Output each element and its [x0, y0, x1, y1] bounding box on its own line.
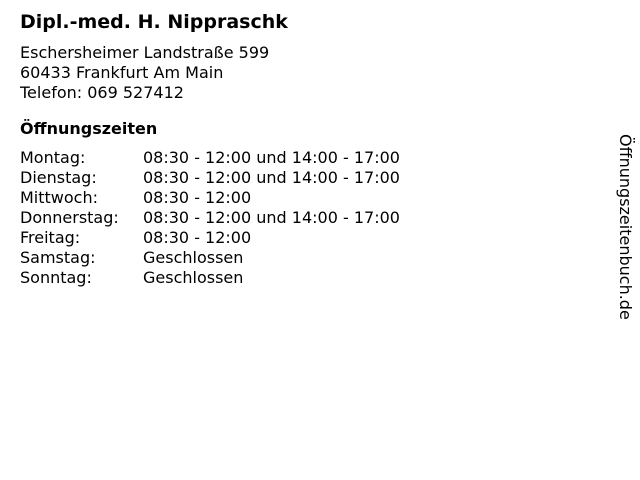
hours-value: 08:30 - 12:00 und 14:00 - 17:00 — [143, 208, 400, 227]
opening-hours-row-wednesday — [20, 188, 580, 208]
opening-hours-row-tuesday — [20, 168, 580, 188]
street-address: Eschersheimer Landstraße 599 — [20, 43, 270, 62]
day-label: Dienstag: — [20, 168, 97, 187]
day-label: Freitag: — [20, 228, 81, 247]
business-card — [20, 10, 580, 288]
opening-hours-table — [20, 148, 580, 288]
phone-number: Telefon: 069 527412 — [20, 83, 184, 102]
day-label: Samstag: — [20, 248, 96, 267]
day-label: Sonntag: — [20, 268, 92, 287]
opening-hours-row-saturday — [20, 248, 580, 268]
day-label: Donnerstag: — [20, 208, 119, 227]
opening-hours-row-monday — [20, 148, 580, 168]
hours-value: Geschlossen — [143, 268, 244, 287]
business-name: Dipl.-med. H. Nippraschk — [20, 11, 288, 33]
hours-value: 08:30 - 12:00 — [143, 188, 252, 207]
hours-value: Geschlossen — [143, 248, 244, 267]
address-block — [20, 43, 580, 103]
hours-value: 08:30 - 12:00 — [143, 228, 252, 247]
day-label: Montag: — [20, 148, 86, 167]
opening-hours-row-thursday — [20, 208, 580, 228]
hours-value: 08:30 - 12:00 und 14:00 - 17:00 — [143, 168, 400, 187]
opening-hours-row-friday — [20, 228, 580, 248]
city-address: 60433 Frankfurt Am Main — [20, 63, 224, 82]
opening-hours-row-sunday — [20, 268, 580, 288]
opening-hours-title: Öffnungszeiten — [20, 119, 158, 138]
site-brand-label: Öffnungszeitenbuch.de — [616, 134, 635, 320]
day-label: Mittwoch: — [20, 188, 98, 207]
hours-value: 08:30 - 12:00 und 14:00 - 17:00 — [143, 148, 400, 167]
